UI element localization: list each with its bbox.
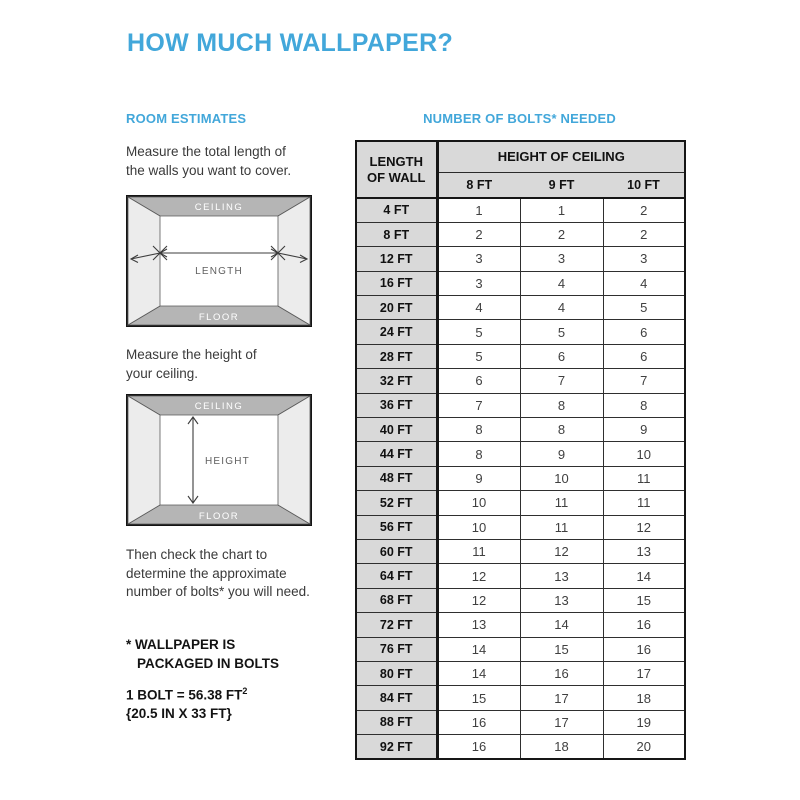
wall-length-cell: 24 FT bbox=[356, 320, 437, 344]
table-row bbox=[356, 222, 685, 246]
bolt-count-cell: 5 bbox=[437, 320, 520, 344]
table-row bbox=[356, 247, 685, 271]
table-row bbox=[356, 710, 685, 734]
bolt-count-cell: 6 bbox=[437, 369, 520, 393]
table-header-row-1 bbox=[356, 141, 685, 172]
bolt-count-cell: 12 bbox=[437, 564, 520, 588]
wall-length-cell: 36 FT bbox=[356, 393, 437, 417]
bolts-footnote: * WALLPAPER IS PACKAGED IN BOLTS bbox=[126, 636, 280, 671]
table-row bbox=[356, 418, 685, 442]
bolt-count-cell: 15 bbox=[437, 686, 520, 710]
bolt-count-cell: 4 bbox=[437, 296, 520, 320]
wall-length-cell: 56 FT bbox=[356, 515, 437, 539]
bolt-count-cell: 5 bbox=[603, 296, 685, 320]
ceiling-9ft-header: 9 FT bbox=[520, 172, 603, 198]
wall-length-cell: 20 FT bbox=[356, 296, 437, 320]
bolt-count-cell: 9 bbox=[437, 466, 520, 490]
bolt-count-cell: 8 bbox=[437, 418, 520, 442]
table-row bbox=[356, 661, 685, 685]
left-wall-panel bbox=[128, 197, 160, 325]
table-row bbox=[356, 369, 685, 393]
bolt-count-cell: 10 bbox=[520, 466, 603, 490]
squared-superscript: 2 bbox=[242, 685, 248, 696]
bolt-count-cell: 10 bbox=[437, 515, 520, 539]
wall-length-cell: 52 FT bbox=[356, 491, 437, 515]
bolt-count-cell: 11 bbox=[520, 515, 603, 539]
bolt-count-cell: 18 bbox=[603, 686, 685, 710]
bolt-count-cell: 16 bbox=[520, 661, 603, 685]
right-wall-panel bbox=[278, 396, 310, 524]
table-row bbox=[356, 271, 685, 295]
bolt-count-cell: 14 bbox=[437, 637, 520, 661]
table-row bbox=[356, 686, 685, 710]
height-label: HEIGHT bbox=[205, 456, 250, 467]
floor-label: FLOOR bbox=[198, 312, 240, 323]
bolt-count-cell: 5 bbox=[437, 344, 520, 368]
bolt-count-cell: 14 bbox=[520, 613, 603, 637]
wall-length-cell: 76 FT bbox=[356, 637, 437, 661]
bolt-count-cell: 6 bbox=[603, 344, 685, 368]
wall-length-cell: 68 FT bbox=[356, 588, 437, 612]
bolt-count-cell: 2 bbox=[520, 222, 603, 246]
table-row bbox=[356, 735, 685, 759]
table-row bbox=[356, 637, 685, 661]
bolt-count-cell: 4 bbox=[603, 271, 685, 295]
bolt-count-cell: 12 bbox=[437, 588, 520, 612]
table-row bbox=[356, 515, 685, 539]
room-diagram-length bbox=[126, 195, 312, 327]
bolt-size-note: 1 BOLT = 56.38 $FT^2$ {20.5 IN X 33 FT} bbox=[126, 685, 248, 721]
right-wall-panel bbox=[278, 197, 310, 325]
bolt-count-cell: 10 bbox=[437, 491, 520, 515]
bolt-count-cell: 7 bbox=[603, 369, 685, 393]
bolt-count-cell: 15 bbox=[520, 637, 603, 661]
bolt-count-cell: 11 bbox=[603, 466, 685, 490]
wall-length-cell: 4 FT bbox=[356, 198, 437, 222]
bolts-table-body bbox=[356, 198, 685, 759]
bolt-count-cell: 5 bbox=[520, 320, 603, 344]
table-row bbox=[356, 393, 685, 417]
bolt-count-cell: 16 bbox=[603, 637, 685, 661]
room-diagram-height bbox=[126, 394, 312, 526]
room-estimates-heading: ROOM ESTIMATES bbox=[126, 111, 247, 126]
bolt-count-cell: 10 bbox=[603, 442, 685, 466]
wall-length-cell: 44 FT bbox=[356, 442, 437, 466]
ceiling-label: CEILING bbox=[194, 401, 244, 412]
wall-length-cell: 64 FT bbox=[356, 564, 437, 588]
wall-length-cell: 72 FT bbox=[356, 613, 437, 637]
bolt-count-cell: 1 bbox=[437, 198, 520, 222]
bolt-count-cell: 14 bbox=[437, 661, 520, 685]
bolt-count-cell: 11 bbox=[603, 491, 685, 515]
length-of-wall-header: LENGTH OF WALL bbox=[356, 141, 437, 198]
bolt-count-cell: 7 bbox=[437, 393, 520, 417]
bolt-count-cell: 3 bbox=[520, 247, 603, 271]
bolt-count-cell: 13 bbox=[520, 564, 603, 588]
bolt-count-cell: 6 bbox=[520, 344, 603, 368]
bolt-count-cell: 2 bbox=[603, 222, 685, 246]
table-row bbox=[356, 442, 685, 466]
length-label: LENGTH bbox=[195, 266, 243, 277]
wall-length-cell: 80 FT bbox=[356, 661, 437, 685]
bolt-count-cell: 17 bbox=[520, 686, 603, 710]
bolt-count-cell: 8 bbox=[520, 393, 603, 417]
wall-length-cell: 88 FT bbox=[356, 710, 437, 734]
table-row bbox=[356, 539, 685, 563]
bolts-needed-section bbox=[355, 111, 684, 760]
bolt-count-cell: 12 bbox=[520, 539, 603, 563]
bolts-table-heading: NUMBER OF BOLTS* NEEDED bbox=[423, 111, 616, 126]
bolt-count-cell: 9 bbox=[520, 442, 603, 466]
instruction-length: Measure the total length of the walls you want to cover. bbox=[126, 144, 292, 178]
bolt-count-cell: 2 bbox=[603, 198, 685, 222]
bolt-count-cell: 2 bbox=[437, 222, 520, 246]
instruction-height: Measure the height of your ceiling. bbox=[126, 347, 257, 381]
bolt-count-cell: 13 bbox=[520, 588, 603, 612]
bolt-count-cell: 8 bbox=[603, 393, 685, 417]
bolt-count-cell: 3 bbox=[437, 247, 520, 271]
left-wall-panel bbox=[128, 396, 160, 524]
wall-length-cell: 28 FT bbox=[356, 344, 437, 368]
wall-length-cell: 8 FT bbox=[356, 222, 437, 246]
bolt-count-cell: 8 bbox=[437, 442, 520, 466]
ceiling-10ft-header: 10 FT bbox=[603, 172, 685, 198]
bolt-count-cell: 3 bbox=[603, 247, 685, 271]
bolt-count-cell: 17 bbox=[520, 710, 603, 734]
wall-length-cell: 12 FT bbox=[356, 247, 437, 271]
wall-length-cell: 60 FT bbox=[356, 539, 437, 563]
floor-label: FLOOR bbox=[198, 511, 240, 522]
table-row bbox=[356, 466, 685, 490]
bolt-count-cell: 7 bbox=[520, 369, 603, 393]
page-title: HOW MUCH WALLPAPER? bbox=[127, 29, 454, 57]
table-row bbox=[356, 198, 685, 222]
ceiling-8ft-header: 8 FT bbox=[437, 172, 520, 198]
bolt-count-cell: 16 bbox=[437, 735, 520, 759]
table-row bbox=[356, 296, 685, 320]
table-row bbox=[356, 491, 685, 515]
table-row bbox=[356, 344, 685, 368]
bolts-table bbox=[355, 140, 686, 760]
bolt-count-cell: 16 bbox=[603, 613, 685, 637]
bolt-count-cell: 13 bbox=[437, 613, 520, 637]
bolt-count-cell: 14 bbox=[603, 564, 685, 588]
bolt-count-cell: 12 bbox=[603, 515, 685, 539]
bolt-count-cell: 16 bbox=[437, 710, 520, 734]
bolt-count-cell: 11 bbox=[437, 539, 520, 563]
wall-length-cell: 92 FT bbox=[356, 735, 437, 759]
bolt-count-cell: 4 bbox=[520, 296, 603, 320]
wall-length-cell: 16 FT bbox=[356, 271, 437, 295]
bolt-count-cell: 1 bbox=[520, 198, 603, 222]
bolt-count-cell: 15 bbox=[603, 588, 685, 612]
instruction-chart: Then check the chart to determine the approximate number of bolts* you will need. bbox=[126, 547, 310, 599]
table-row bbox=[356, 564, 685, 588]
bolt-count-cell: 3 bbox=[437, 271, 520, 295]
bolt-count-cell: 11 bbox=[520, 491, 603, 515]
bolt-count-cell: 9 bbox=[603, 418, 685, 442]
bolt-count-cell: 17 bbox=[603, 661, 685, 685]
wall-length-cell: 48 FT bbox=[356, 466, 437, 490]
room-estimates-section bbox=[126, 111, 354, 723]
bolt-count-cell: 4 bbox=[520, 271, 603, 295]
bolt-count-cell: 13 bbox=[603, 539, 685, 563]
bolt-count-cell: 20 bbox=[603, 735, 685, 759]
bolt-count-cell: 19 bbox=[603, 710, 685, 734]
bolt-count-cell: 8 bbox=[520, 418, 603, 442]
height-of-ceiling-header: HEIGHT OF CEILING bbox=[437, 141, 685, 172]
wall-length-cell: 40 FT bbox=[356, 418, 437, 442]
wall-length-cell: 84 FT bbox=[356, 686, 437, 710]
table-row bbox=[356, 588, 685, 612]
bolt-count-cell: 6 bbox=[603, 320, 685, 344]
table-row bbox=[356, 320, 685, 344]
table-row bbox=[356, 613, 685, 637]
ceiling-label: CEILING bbox=[194, 202, 244, 213]
bolt-count-cell: 18 bbox=[520, 735, 603, 759]
wall-length-cell: 32 FT bbox=[356, 369, 437, 393]
